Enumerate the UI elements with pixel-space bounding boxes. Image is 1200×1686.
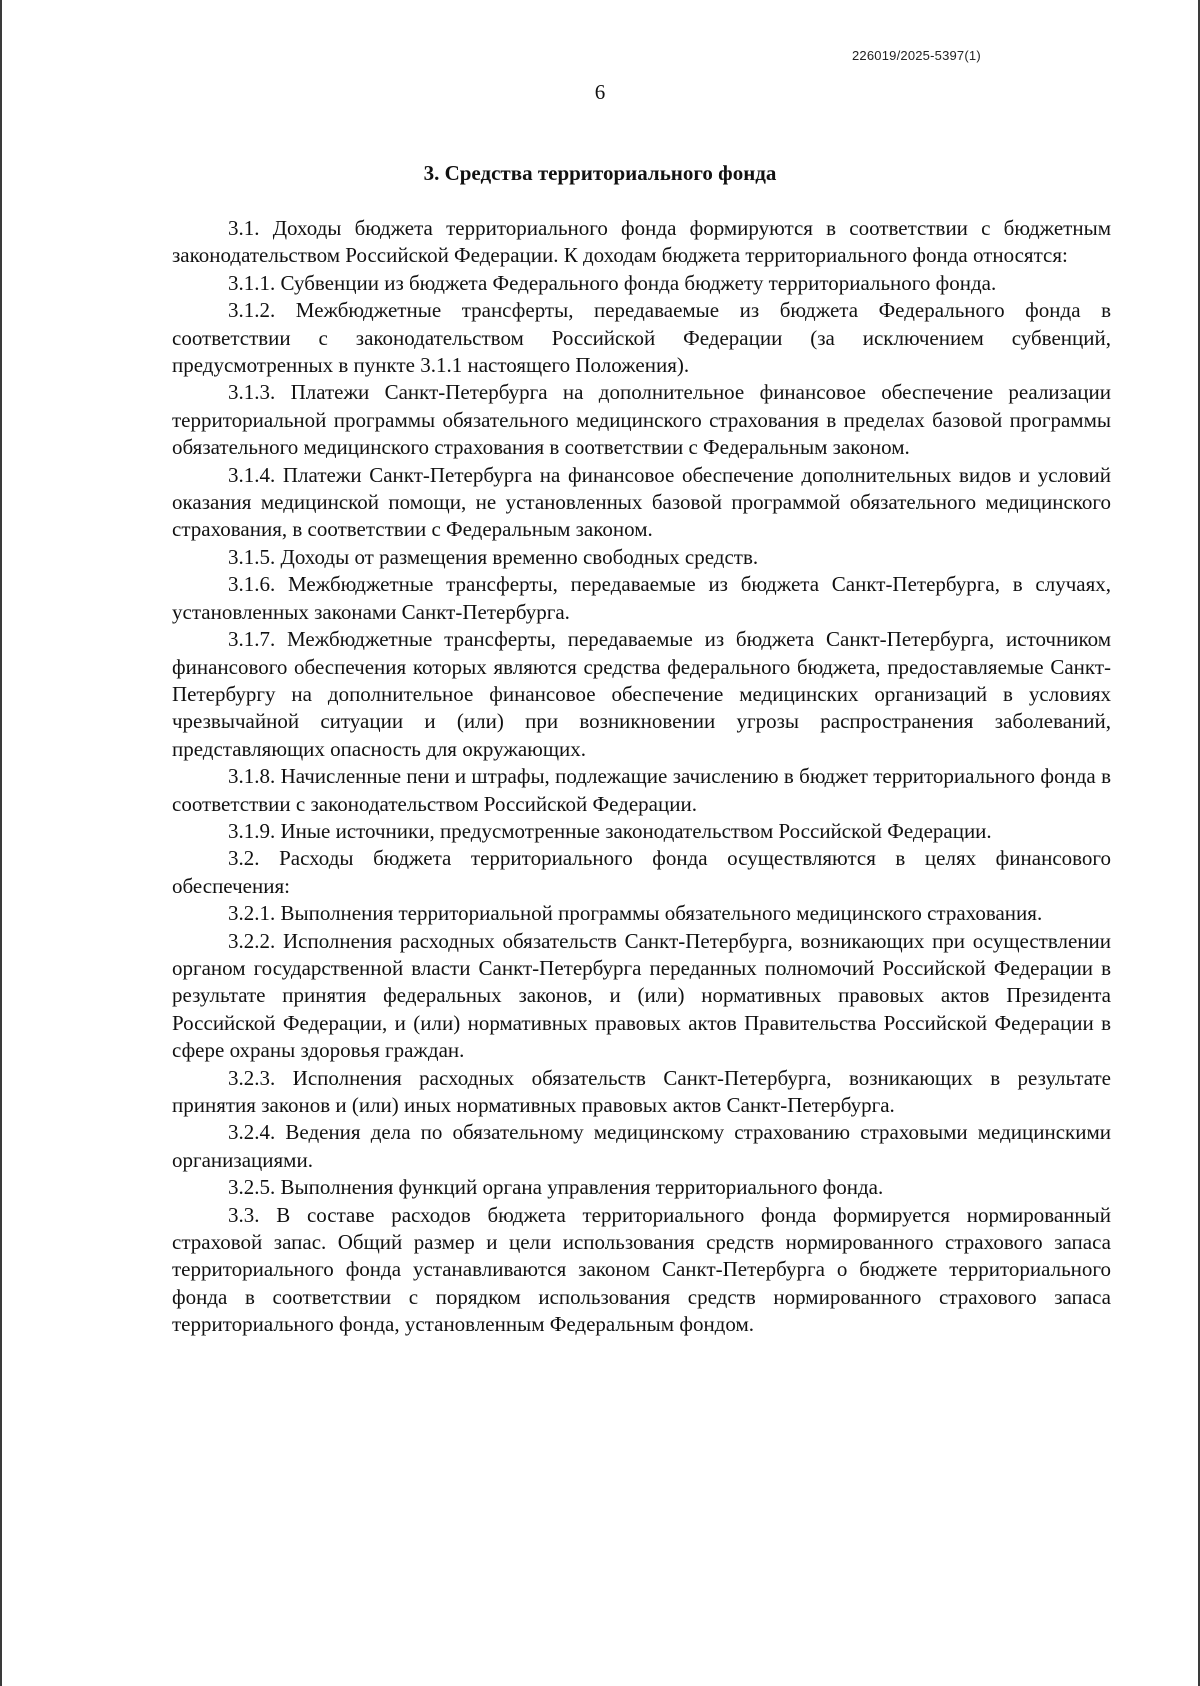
paragraph-3-1-4: 3.1.4. Платежи Санкт-Петербурга на финансовое обеспечение дополнительных видов и условий оказания медицинской помощи, не установленных базовой программой обязательного медицинского страхования, в соответствии с Федеральным законом. (172, 462, 1111, 542)
paragraph-3-1-9: 3.1.9. Иные источники, предусмотренные законодательством Российской Федерации. (228, 818, 992, 843)
document-registration-number: 226019/2025-5397(1) (852, 48, 981, 63)
paragraph-3-1-7: 3.1.7. Межбюджетные трансферты, передаваемые из бюджета Санкт-Петербурга, источником финансового обеспечения которых являются средства федерального бюджета, предоставляемые Санкт-Петербургу на дополнительное финансовое обеспечение медицинских организаций в условиях чрезвычайной ситуации и (или) при возникновении угрозы распространения заболеваний, представляющих опасность для окружающих. (172, 627, 1111, 761)
page-number: 6 (594, 80, 606, 104)
paragraph-3-1-2: 3.1.2. Межбюджетные трансферты, передаваемые из бюджета Федерального фонда в соответствии с законодательством Российской Федерации (за исключением субвенций, предусмотренных в пункте 3.1.1 настоящего Положения). (172, 298, 1111, 378)
paragraph-3-1: 3.1. Доходы бюджета территориального фонда формируются в соответствии с бюджетным законодательством Российской Федерации. К доходам бюджета территориального фонда относятся: (172, 216, 1111, 268)
paragraph-3-2-4: 3.2.4. Ведения дела по обязательному медицинскому страхованию страховыми медицинскими организациями. (172, 1120, 1111, 1172)
scan-edge-left (0, 0, 2, 1686)
paragraph-3-2-1: 3.2.1. Выполнения территориальной программы обязательного медицинского страхования. (228, 901, 1043, 926)
paragraph-3-3: 3.3. В составе расходов бюджета территориального фонда формируется нормированный страховой запас. Общий размер и цели использования средств нормированного страхового запаса территориального фонда устанавливаются законом Санкт-Петербурга о бюджете территориального фонда в соответствии с порядком использования средств нормированного страхового запаса территориального фонда, установленным Федеральным фондом. (172, 1202, 1111, 1337)
section-title: 3. Средства территориального фонда (423, 161, 777, 185)
paragraph-3-1-3: 3.1.3. Платежи Санкт-Петербурга на дополнительное финансовое обеспечение реализации территориальной программы обязательного медицинского страхования в пределах базовой программы обязательного медицинского страхования в соответствии с Федеральным законом. (172, 380, 1111, 460)
paragraph-3-2-2: 3.2.2. Исполнения расходных обязательств Санкт-Петербурга, возникающих при осуществлении органом государственной власти Санкт-Петербурга переданных полномочий Российской Федерации в результате принятия федеральных законов, и (или) нормативных правовых актов Президента Российской Федерации, и (или) нормативных правовых актов Правительства Российской Федерации в сфере охраны здоровья граждан. (172, 928, 1111, 1063)
document-body (172, 215, 1111, 1339)
paragraph-3-1-1: 3.1.1. Субвенции из бюджета Федерального фонда бюджету территориального фонда. (228, 270, 997, 295)
paragraph-3-1-5: 3.1.5. Доходы от размещения временно свободных средств. (228, 544, 759, 569)
paragraph-3-1-6: 3.1.6. Межбюджетные трансферты, передаваемые из бюджета Санкт-Петербурга, в случаях, установленных законами Санкт-Петербурга. (172, 572, 1111, 624)
paragraph-3-2-3: 3.2.3. Исполнения расходных обязательств Санкт-Петербурга, возникающих в результате принятия законов и (или) иных нормативных правовых актов Санкт-Петербурга. (172, 1065, 1111, 1117)
paragraph-3-2: 3.2. Расходы бюджета территориального фонда осуществляются в целях финансового обеспечения: (172, 846, 1111, 898)
paragraph-3-2-5: 3.2.5. Выполнения функций органа управления территориального фонда. (228, 1175, 884, 1200)
paragraph-3-1-8: 3.1.8. Начисленные пени и штрафы, подлежащие зачислению в бюджет территориального фонда в соответствии с законодательством Российской Федерации. (172, 764, 1111, 816)
